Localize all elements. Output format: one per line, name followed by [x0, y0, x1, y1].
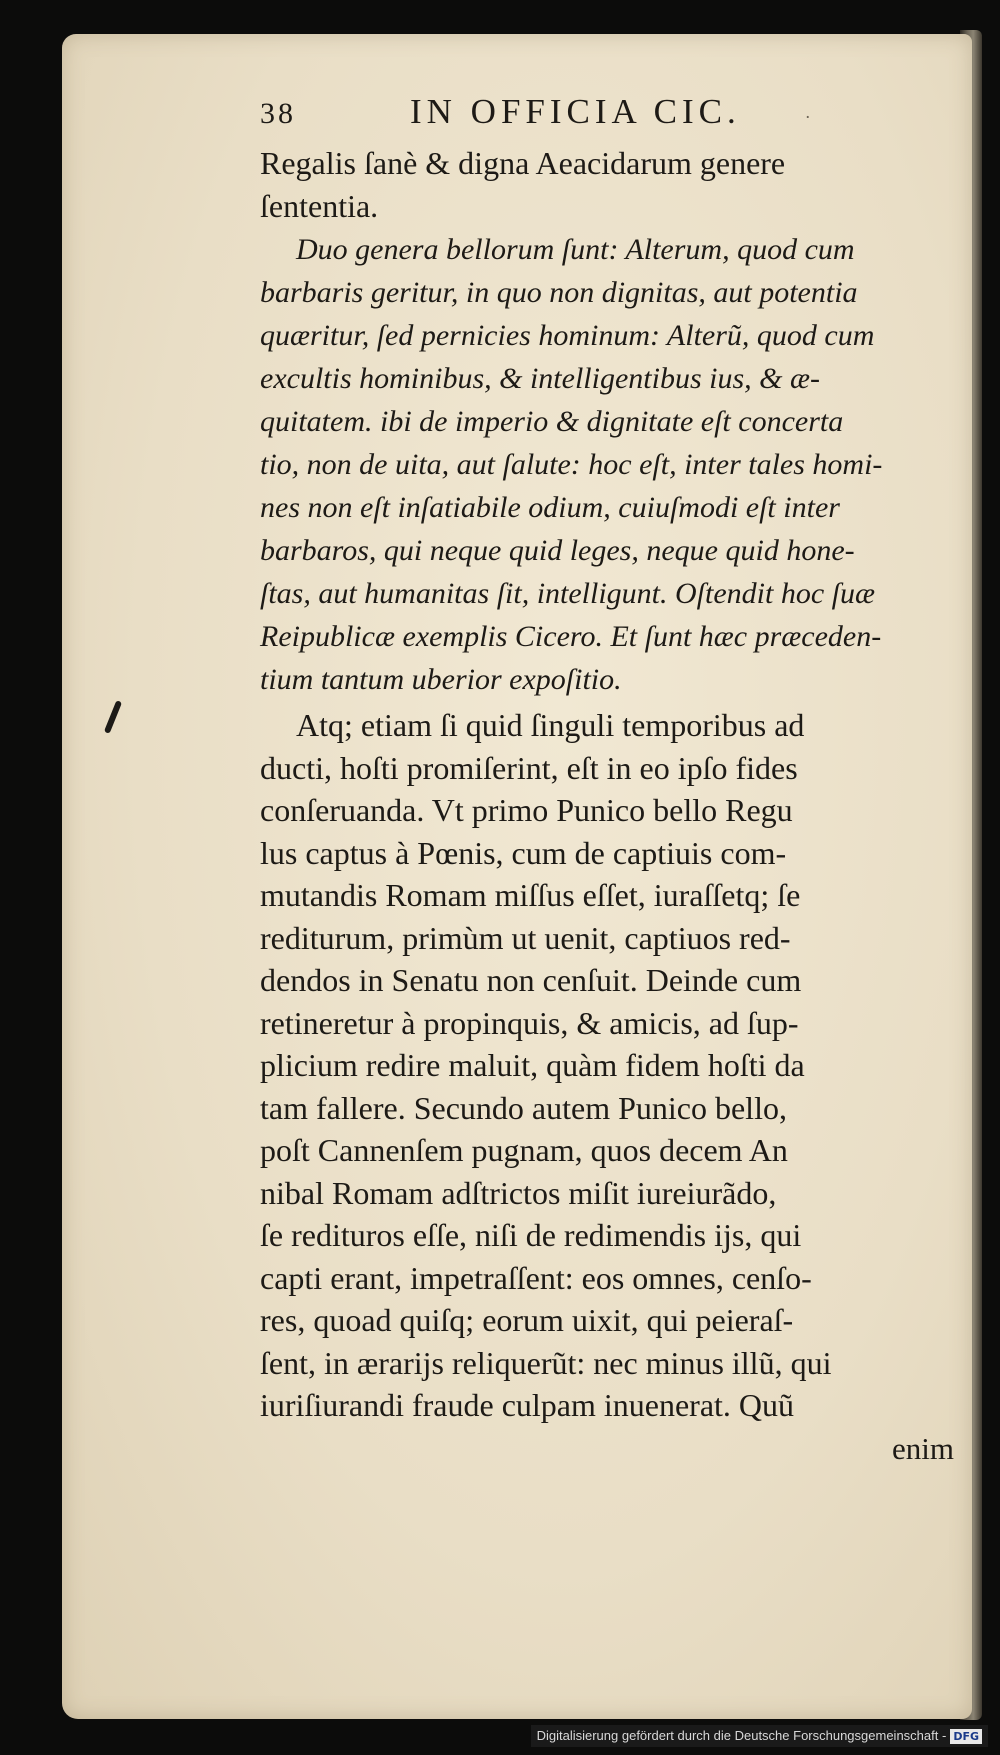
digitization-credit	[531, 1725, 988, 1747]
commentary-line: Duo genera bellorum ſunt: Alterum, quod cum	[296, 233, 855, 266]
dfg-logo: DFG	[950, 1729, 982, 1744]
text-line: Regalis ſanè & digna Aeacidarum genere	[260, 145, 786, 181]
commentary-line: nes non eſt inſatiabile odium, cuiuſmodi eſt inter	[260, 491, 840, 524]
text-block	[260, 92, 960, 1470]
text-line: mutandis Romam miſſus eſſet, iuraſſetq; ſe	[260, 877, 801, 913]
text-line: ſententia.	[260, 188, 379, 224]
text-line: nibal Romam adſtrictos miſit iureiurãdo,	[260, 1174, 777, 1211]
text-line: ſe redituros eſſe, niſi de redimendis ijs, qui	[260, 1217, 802, 1253]
text-line: ſent, in ærarijs reliquerũt: nec minus illũ, qui	[260, 1344, 832, 1381]
commentary-line: Reipublicæ exemplis Cicero. Et ſunt hæc præceden-	[260, 620, 882, 653]
text-line: Atq; etiam ſi quid ſinguli temporibus ad	[296, 707, 805, 743]
page-number: 38	[260, 97, 296, 130]
catchword: enim	[892, 1430, 954, 1466]
text-line: res, quoad quiſq; eorum uixit, qui peieraſ-	[260, 1302, 794, 1338]
text-line: retineretur à propinquis, & amicis, ad ſup-	[260, 1004, 799, 1041]
commentary-line: barbaris geritur, in quo non dignitas, aut potentia	[260, 276, 858, 309]
commentary-line: tium tantum uberior expoſitio.	[260, 663, 622, 696]
text-line: dendos in Senatu non cenſuit. Deinde cum	[260, 962, 802, 998]
head-dot-mark: ·	[804, 107, 814, 127]
text-line: iuriſiurandi fraude culpam inuenerat. Quũ	[260, 1387, 795, 1423]
commentary-line: tio, non de uita, aut ſalute: hoc eſt, inter tales homi-	[260, 448, 883, 481]
running-head-title: IN OFFICIA CIC.	[410, 92, 741, 131]
text-line: poſt Cannenſem pugnam, quos decem An	[260, 1132, 788, 1168]
commentary-line: ſtas, aut humanitas ſit, intelligunt. Oſtendit hoc ſuæ	[260, 577, 875, 610]
text-line: conſeruanda. Vt primo Punico bello Regu	[260, 792, 793, 828]
text-line: ducti, hoſti promiſerint, eſt in eo ipſo fides	[260, 749, 798, 786]
commentary-line: quæritur, ſed pernicies hominum: Alterũ, quod cum	[260, 319, 875, 352]
book-page	[62, 34, 972, 1719]
text-line: capti erant, impetraſſent: eos omnes, cenſo-	[260, 1259, 812, 1296]
text-line: tam fallere. Secundo autem Punico bello,	[260, 1089, 787, 1126]
commentary-line: barbaros, qui neque quid leges, neque quid hone-	[260, 534, 855, 567]
text-line: plicium redire maluit, quàm fidem hoſti da	[260, 1047, 805, 1083]
commentary-line: excultis hominibus, & intelligentibus ius, & æ-	[260, 362, 820, 395]
text-line: rediturum, primùm ut uenit, captiuos red-	[260, 919, 791, 956]
running-head	[260, 92, 960, 142]
text-line: lus captus à Pœnis, cum de captiuis com-	[260, 834, 787, 871]
commentary-line: quitatem. ibi de imperio & dignitate eſt concerta	[260, 405, 844, 438]
credit-text: Digitalisierung gefördert durch die Deutsche Forschungsgemeinschaft -	[536, 1728, 947, 1743]
